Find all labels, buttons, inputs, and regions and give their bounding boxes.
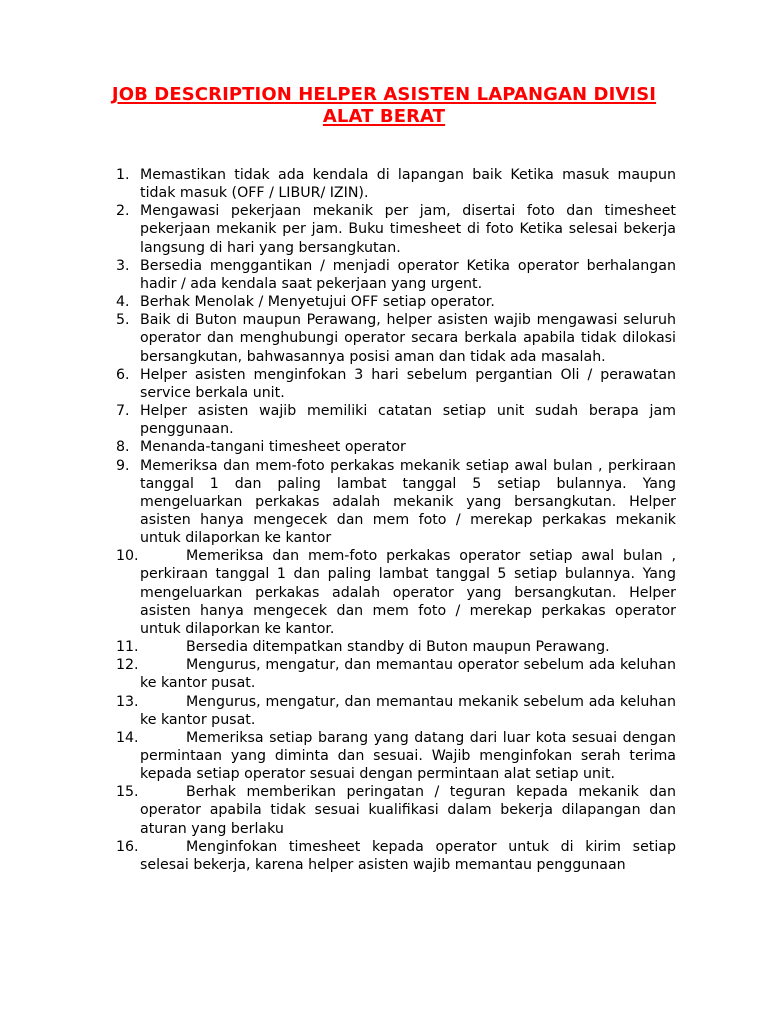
list-item [116, 656, 676, 692]
list-item [116, 166, 676, 202]
item-number: 10. [116, 548, 139, 565]
item-number: 13. [116, 693, 139, 710]
item-text: Menginfokan timesheet kepada operator untuk di kirim setiap selesai bekerja, karena helper asisten wajib memantau penggunaan [140, 838, 676, 873]
list-item [116, 638, 676, 656]
item-number: 4. [116, 294, 130, 311]
item-number: 1. [116, 167, 130, 183]
item-text: Helper asisten menginfokan 3 hari sebelum pergantian Oli / perawatan service berkala unit. [140, 366, 676, 401]
list-item [116, 693, 676, 729]
item-text: Memeriksa dan mem-foto perkakas operator setiap awal bulan , perkiraan tanggal 1 dan paling lambat tanggal 5 setiap bulannya. Yang mengeluarkan perkakas adalah operator yang bersangkutan. Helper asisten hanya mengecek dan mem foto / merekap perkakas operator untuk dilaporkan ke kantor. [140, 548, 676, 637]
title-line-1: JOB DESCRIPTION HELPER ASISTEN LAPANGAN DIVISI [111, 84, 657, 105]
list-item [116, 202, 676, 256]
list-item [116, 293, 676, 311]
item-text: Helper asisten wajib memiliki catatan setiap unit sudah berapa jam penggunaan. [140, 403, 676, 438]
item-number: 15. [116, 784, 139, 801]
list-item [116, 438, 676, 456]
list-item [116, 783, 676, 837]
item-number: 9. [116, 457, 130, 474]
item-text: Memeriksa setiap barang yang datang dari luar kota sesuai dengan permintaan yang diminta dan sesuai. Wajib menginfokan serah terima kepada setiap operator sesuai dengan permintaan alat setiap unit. [140, 729, 676, 783]
item-text: Berhak memberikan peringatan / teguran kepada mekanik dan operator apabila tidak sesuai kualifikasi dalam bekerja dilapangan dan aturan yang berlaku [140, 784, 676, 837]
item-number: 16. [116, 838, 139, 855]
item-number: 8. [116, 439, 130, 456]
item-text: Mengurus, mengatur, dan memantau mekanik sebelum ada keluhan ke kantor pusat. [140, 693, 676, 728]
item-number: 5. [116, 312, 130, 329]
list-item [116, 457, 676, 548]
list-item [116, 402, 676, 438]
item-number: 2. [116, 203, 130, 220]
item-text: Memeriksa dan mem-foto perkakas mekanik setiap awal bulan , perkiraan tanggal 1 dan paling lambat tanggal 5 setiap bulannya. Yang mengeluarkan perkakas adalah mekanik yang bersangkutan. Helper asisten hanya mengecek dan mem foto / merekap perkakas mekanik untuk dilaporkan ke kantor [140, 457, 676, 547]
item-text: Mengurus, mengatur, dan memantau operator sebelum ada keluhan ke kantor pusat. [140, 657, 676, 692]
item-number: 3. [116, 257, 130, 274]
item-text: Menanda-tangani timesheet operator [140, 439, 406, 456]
item-number: 12. [116, 657, 139, 674]
item-text: Bersedia menggantikan / menjadi operator Ketika operator berhalangan hadir / ada kendala saat pekerjaan yang urgent. [140, 257, 676, 292]
item-number: 14. [116, 729, 139, 746]
item-number: 11. [116, 639, 139, 656]
list-item [116, 311, 676, 365]
list-item [116, 257, 676, 293]
item-text: Bersedia ditempatkan standby di Buton maupun Perawang. [186, 639, 610, 656]
title-line-2: ALAT BERAT [322, 106, 446, 127]
item-text: Baik di Buton maupun Perawang, helper asisten wajib mengawasi seluruh operator dan menghubungi operator secara berkala apabila tidak dilokasi bersangkutan, bahwasannya posisi aman dan tidak ada masalah. [140, 312, 676, 365]
document-title [90, 84, 678, 128]
item-text: Memastikan tidak ada kendala di lapangan baik Ketika masuk maupun tidak masuk (OFF / LIBUR/ IZIN). [140, 167, 676, 202]
item-text: Mengawasi pekerjaan mekanik per jam, disertai foto dan timesheet pekerjaan mekanik per jam. Buku timesheet di foto Ketika selesai bekerja langsung di hari yang bersangkutan. [140, 203, 676, 256]
item-number: 6. [116, 366, 130, 383]
item-text: Berhak Menolak / Menyetujui OFF setiap operator. [140, 294, 495, 311]
list-item [116, 838, 676, 874]
list-item [116, 547, 676, 638]
item-number: 7. [116, 403, 130, 420]
list-item [116, 729, 676, 783]
list-item [116, 366, 676, 402]
job-description-list [116, 166, 676, 874]
